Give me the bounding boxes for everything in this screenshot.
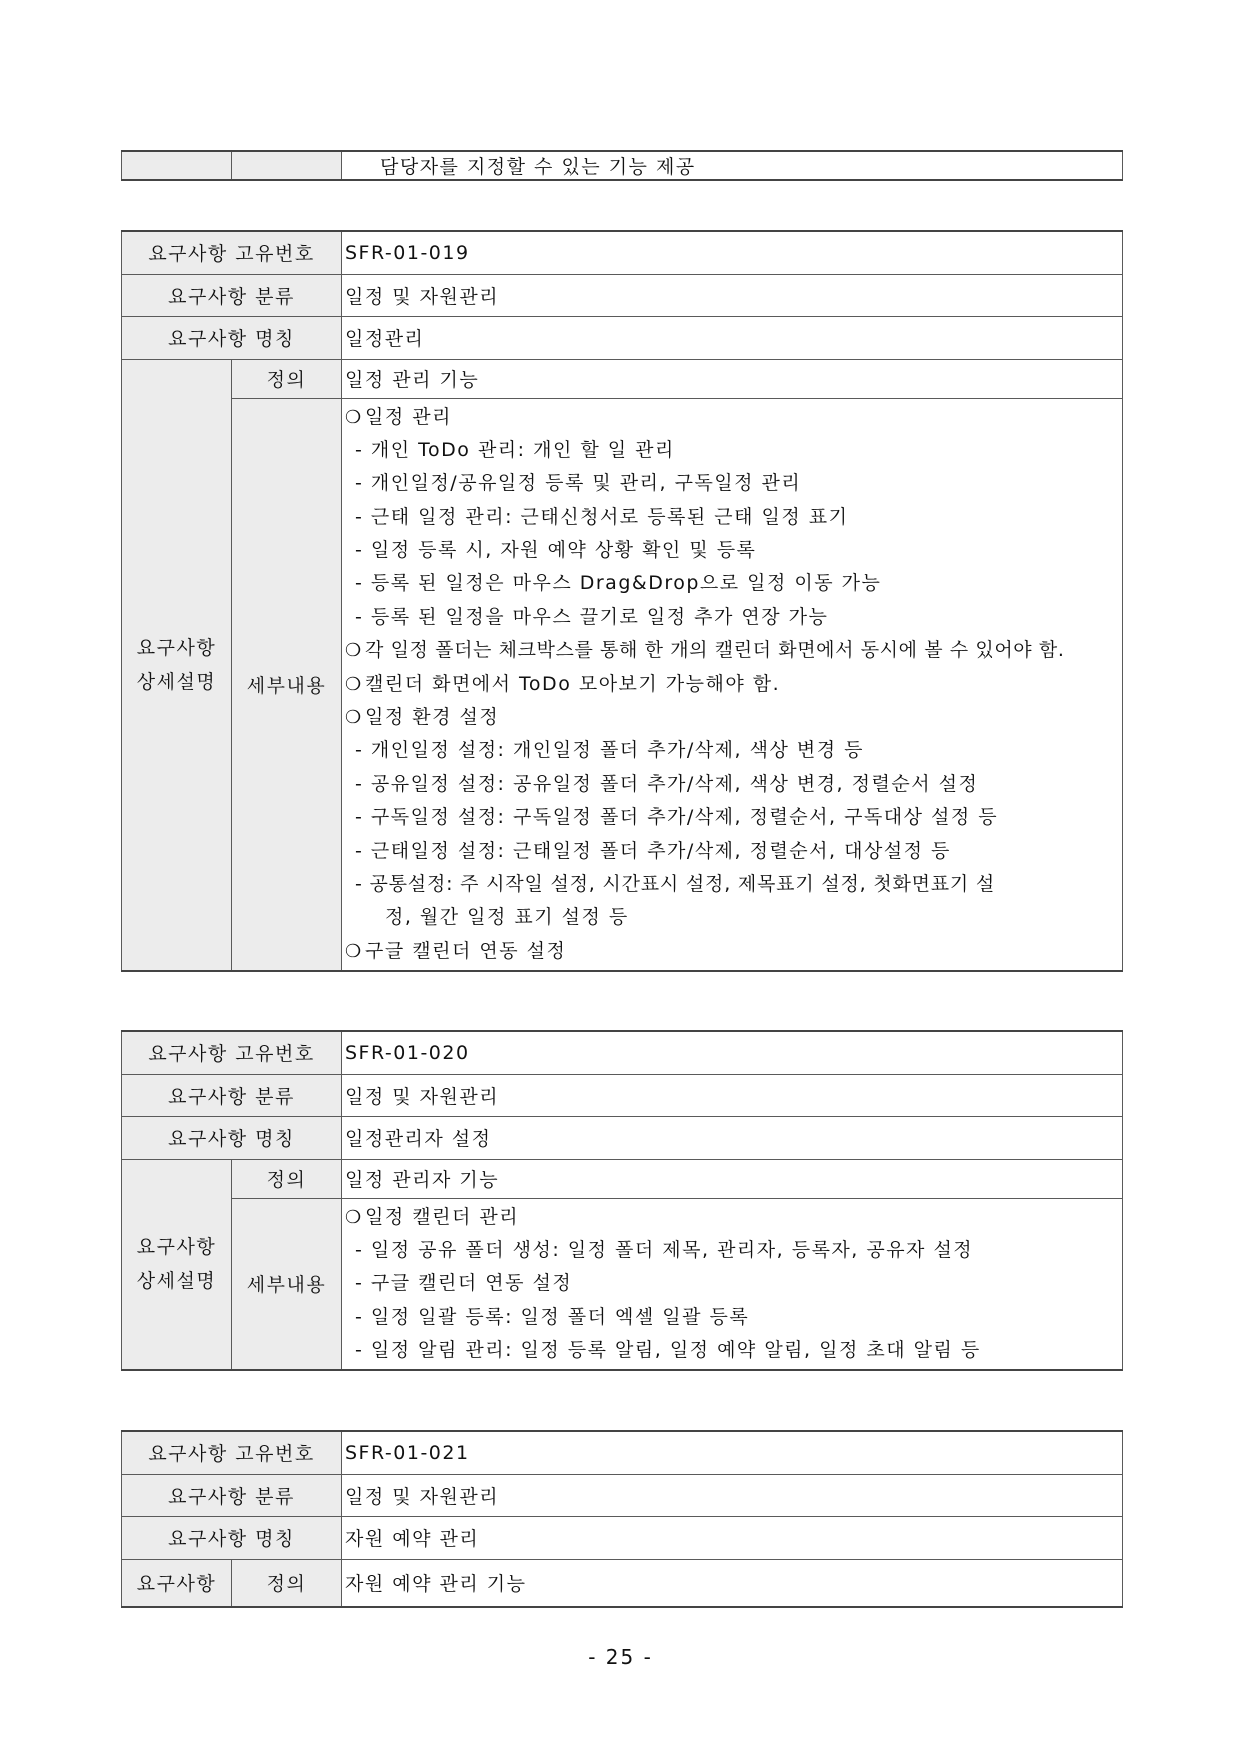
detail-desc-label-line2: 상세설명 [136,1270,217,1293]
definition-label: 정의 [232,1559,342,1607]
id-value: SFR-01-021 [342,1431,1123,1474]
id-label: 요구사항 고유번호 [122,1431,342,1474]
definition-value: 자원 예약 관리 기능 [342,1559,1123,1607]
detail-line-continuation: 정, 월간 일정 표기 설정 등 [385,906,629,929]
category-value: 일정 및 자원관리 [342,274,1123,316]
category-value: 일정 및 자원관리 [342,1074,1123,1116]
detail-line-bullet: ❍ 일정 관리 [345,401,1119,434]
detail-line-bullet: ❍ 구글 캘린더 연동 설정 [345,935,1119,968]
fragment-text-value: 담당자를 지정할 수 있는 기능 제공 [380,156,696,178]
definition-value: 일정 관리 기능 [342,359,1123,398]
circle-bullet-icon: ❍ [345,406,363,428]
detail-line: - 개인 ToDo 관리: 개인 할 일 관리 [355,438,675,461]
id-value: SFR-01-020 [342,1031,1123,1074]
name-label: 요구사항 명칭 [122,1516,342,1559]
requirement-table-sfr-01-021 [121,1430,1123,1608]
circle-bullet-icon: ❍ [345,940,363,962]
circle-bullet-icon: ❍ [345,640,362,662]
name-value: 일정관리자 설정 [342,1116,1123,1159]
detail-line: - 개인일정/공유일정 등록 및 관리, 구독일정 관리 [355,472,802,495]
detail-line: - 근태 일정 관리: 근태신청서로 등록된 근태 일정 표기 [355,505,849,528]
name-label: 요구사항 명칭 [122,316,342,359]
circle-bullet-icon: ❍ [345,707,363,729]
detail-line: - 근태일정 설정: 근태일정 폴더 추가/삭제, 정렬순서, 대상설정 등 [355,839,951,862]
category-label: 요구사항 분류 [122,1474,342,1516]
id-label: 요구사항 고유번호 [122,1031,342,1074]
detail-line-bullet: ❍ 일정 캘린더 관리 [345,1201,1119,1234]
fragment-label-cell-1 [122,151,232,180]
fragment-label-cell-2 [232,151,342,180]
name-label: 요구사항 명칭 [122,1116,342,1159]
detail-line: - 공유일정 설정: 공유일정 폴더 추가/삭제, 색상 변경, 정렬순서 설정 [355,772,979,795]
circle-bullet-icon: ❍ [345,1206,363,1228]
detail-line-bullet: ❍ 일정 환경 설정 [345,701,1119,734]
fragment-text [342,151,1123,180]
category-value: 일정 및 자원관리 [342,1474,1123,1516]
details-label: 세부내용 [232,398,342,971]
detail-line: - 구독일정 설정: 구독일정 폴더 추가/삭제, 정렬순서, 구독대상 설정 등 [355,806,999,829]
detail-line: - 공통설정: 주 시작일 설정, 시간표시 설정, 제목표기 설정, 첫화면표기 설 [355,872,996,895]
detail-desc-label-line1: 요구사항 [136,1236,217,1259]
detail-line-bullet: ❍ 각 일정 폴더는 체크박스를 통해 한 개의 캘린더 화면에서 동시에 볼 수 있어야 함. [345,634,1119,667]
req-label: 요구사항 [122,1559,232,1607]
detail-desc-label [122,1159,232,1370]
page-number: - 25 - [588,1645,653,1669]
detail-line: - 일정 공유 폴더 생성: 일정 폴더 제목, 관리자, 등록자, 공유자 설정 [355,1238,974,1261]
name-value: 일정관리 [342,316,1123,359]
detail-desc-label-line1: 요구사항 [136,636,217,659]
circle-bullet-icon: ❍ [345,673,363,695]
details-content [342,1198,1123,1370]
details-content [342,398,1123,971]
category-label: 요구사항 분류 [122,1074,342,1116]
id-label: 요구사항 고유번호 [122,231,342,274]
requirement-table-sfr-01-020 [121,1030,1123,1371]
name-value: 자원 예약 관리 [342,1516,1123,1559]
definition-value: 일정 관리자 기능 [342,1159,1123,1198]
detail-line: - 등록 된 일정을 마우스 끌기로 일정 추가 연장 가능 [355,605,829,628]
category-label: 요구사항 분류 [122,274,342,316]
detail-line: - 일정 일괄 등록: 일정 폴더 엑셀 일괄 등록 [355,1305,750,1328]
detail-desc-label-line2: 상세설명 [136,670,217,693]
prev-requirement-fragment [121,150,1123,181]
details-label: 세부내용 [232,1198,342,1370]
detail-line: - 일정 등록 시, 자원 예약 상황 확인 및 등록 [355,539,757,562]
definition-label: 정의 [232,359,342,398]
detail-desc-label [122,359,232,971]
detail-line-bullet: ❍ 캘린더 화면에서 ToDo 모아보기 가능해야 함. [345,668,1119,701]
detail-line: - 등록 된 일정은 마우스 Drag&Drop으로 일정 이동 가능 [355,572,882,595]
detail-line: - 개인일정 설정: 개인일정 폴더 추가/삭제, 색상 변경 등 [355,739,864,762]
definition-label: 정의 [232,1159,342,1198]
detail-line: - 구글 캘린더 연동 설정 [355,1272,573,1295]
detail-line: - 일정 알림 관리: 일정 등록 알림, 일정 예약 알림, 일정 초대 알림 등 [355,1339,981,1362]
requirement-table-sfr-01-019 [121,230,1123,972]
id-value: SFR-01-019 [342,231,1123,274]
